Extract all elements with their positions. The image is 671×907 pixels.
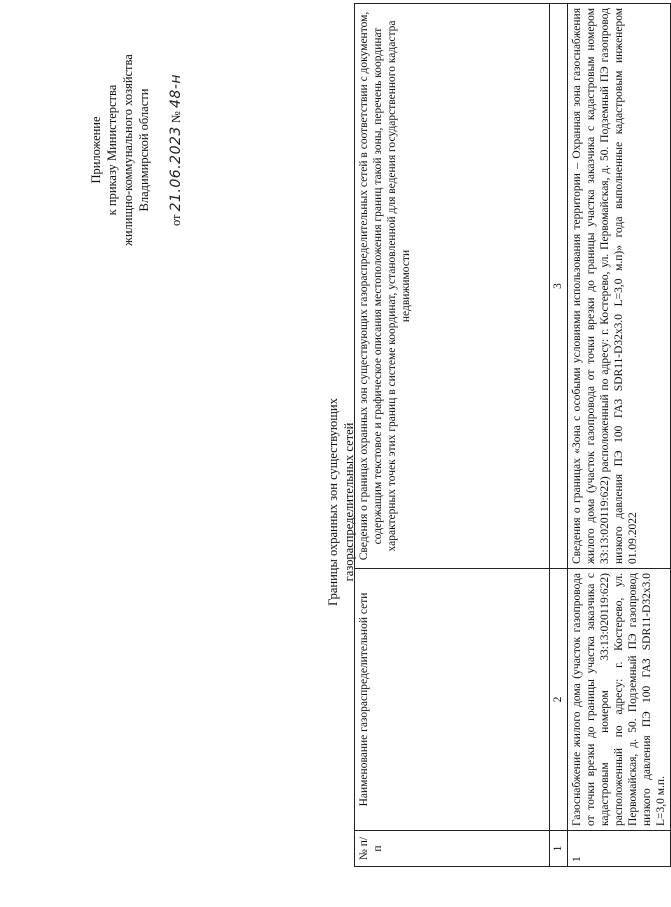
column-number-2: 2 [550, 569, 568, 831]
column-number-3: 3 [550, 4, 568, 569]
title-line-2: газораспределительных сетей [342, 422, 356, 582]
title-line-1: Границы охранных зон существующих [326, 398, 340, 606]
appendix-label: Приложение [89, 116, 103, 184]
order-line [168, 25, 184, 275]
order-date: 21.06.2023 [168, 126, 184, 212]
header-number: № п/п [355, 831, 550, 867]
appendix-block [88, 25, 184, 275]
row-zone-info: Сведения о границах «Зона с особыми условиями использования территории – Охранная зона газоснабжения жилого дома (участок газопровода от точки врезки до границы участка заказчика с кадастровым номером 33:13:020119:622) расположенный по адресу: г. Костерево, ул. Первомайская, д. 50. Подземный ПЭ газопровод низкого давления ПЭ 100 ГАЗ SDR11-D32х3.0 L=3,0 м.п)» года выполненные кадастровым инженером 01.09.2022 [568, 4, 671, 569]
table-row [568, 4, 671, 867]
header-row [355, 4, 550, 867]
row-network-name: Газоснабжение жилого дома (участок газопровода от точки врезки до границы участка заказчика с кадастровым номером 33:13:020119:622) расположенный по адресу: г. Костерево, ул. Первомайская, д. 50. Подземный ПЭ газопровод низкого давления ПЭ 100 ГАЗ SDR11-D32х3.0 L=3,0 м.п. [568, 569, 671, 831]
order-number-label: № [169, 111, 183, 124]
zones-table [354, 3, 671, 867]
header-info: Сведения о границах охранных зон существующих газораспределительных сетей в соответствии с документом, содержащим текстовое и графическое описания местоположения границ такой зоны, перечень координат характерных точек этих границ в системе координат, установленной для ведения государственного кадастра недвижимости [355, 4, 550, 569]
order-prefix: от [169, 214, 183, 227]
appendix-order-ref: к приказу Министерства [105, 84, 119, 216]
document-title [325, 352, 357, 652]
appendix-region: Владимирской области [137, 88, 151, 212]
header-name: Наименование газораспределительной сети [355, 569, 550, 831]
order-number: 48-н [168, 73, 184, 108]
row-number: 1 [568, 831, 671, 867]
column-number-row [550, 4, 568, 867]
appendix-ministry: жилищно-коммунального хозяйства [121, 54, 135, 246]
column-number-1: 1 [550, 831, 568, 867]
